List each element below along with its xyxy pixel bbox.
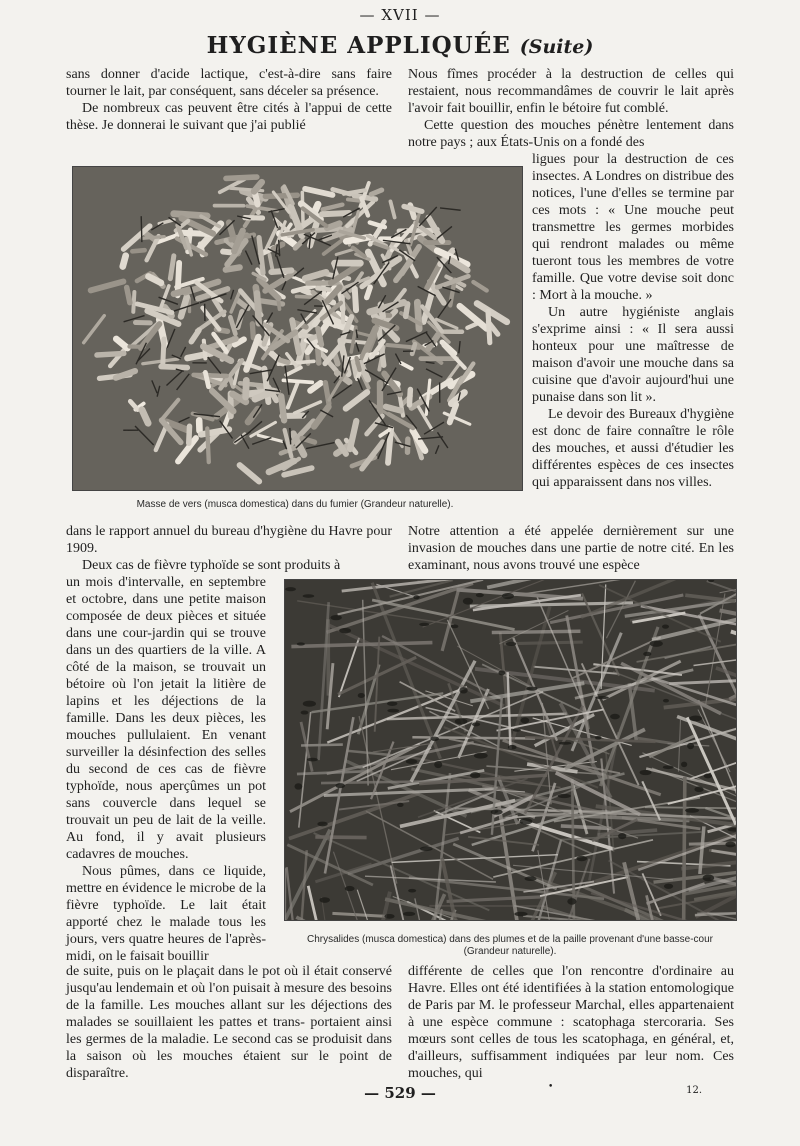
paragraph: Le devoir des Bureaux d'hygiène est donc de faire connaître le rôle des mouches, et aussi d'étudier les différentes espèces de ces insectes qui apparaissent dans nos villes.: [532, 407, 734, 490]
figure-pupae-photo: [284, 579, 737, 921]
column-left-mid: [66, 523, 392, 574]
paragraph: un mois d'intervalle, en septembre et octobre, dans une petite maison composée de deux pièces et située dans une cour-jardin qui se trouve dans un des quartiers de la ville. A côté de la maison, se trouvait un bétoire où l'on jetait la litière de lapins et les déjections de la famille. Dans les deux pièces, les mouches pullulaient. En venant surveiller la désinfection des selles du second de ces cas de fièvre typhoïde, nous aperçûmes un pot sans couvercle dans lequel se trouvait un peu de lait de la veille. Au fond, il y avait plusieurs cadavres de mouches.: [66, 575, 266, 862]
figure-pupae-caption: Chrysalides (musca domestica) dans des plumes et de la paille provenant d'une basse-cour (Grandeur naturelle).: [306, 934, 713, 957]
paragraph: dans le rapport annuel du bureau d'hygiène du Havre pour 1909.: [66, 524, 392, 556]
paragraph: ligues pour la destruction de ces insectes. A Londres on distribue des notices, l'une d'elles se termine par ces mots : « Une mouche peut transmettre les germes morbides qui rendront malades ou même tueront tous les membres de votre famille. Que votre devise soit donc : Mort à la mouche. »: [532, 152, 734, 303]
heading-title: HYGIÈNE APPLIQUÉE: [206, 32, 511, 59]
figure-worms-caption: Masse de vers (musca domestica) dans du fumier (Grandeur naturelle).: [136, 499, 454, 510]
worms-photo-image: [73, 167, 522, 490]
paragraph: Notre attention a été appelée dernièrement sur une invasion de mouches dans une partie de notre cité. En les examinant, nous avons trouvé une espèce: [408, 524, 734, 573]
article-heading: [0, 32, 800, 59]
heading-suite: (Suite): [519, 36, 594, 58]
paragraph: Cette question des mouches pénètre lentement dans notre pays ; aux États-Unis on a fondé des: [408, 118, 734, 150]
page-number-roman: — XVII —: [359, 6, 441, 24]
column-right-narrow: [532, 151, 734, 491]
column-left-narrow: [66, 574, 266, 965]
pupae-photo-image: [285, 580, 736, 920]
figure-worms-photo: [72, 166, 523, 491]
paragraph: de suite, puis on le plaçait dans le pot où il était conservé jusqu'au lendemain et où l'on puisait à mesure des besoins de la famille. Les mouches allant sur les déjections des malades se souillaient les pattes et trans- portaient ainsi les germes de la maladie. Le second cas se produisit dans la saison où les mouches étaient sur le point de disparaître.: [66, 964, 392, 1081]
paragraph: Un autre hygiéniste anglais s'exprime ainsi : « Il sera aussi honteux pour une maîtresse de maison d'avoir une mouche dans sa cuisine que d'avoir aujourd'hui une punaise dans son lit ».: [532, 305, 734, 405]
paragraph: De nombreux cas peuvent être cités à l'appui de cette thèse. Je donnerai le suivant que j'ai publié: [66, 101, 392, 133]
column-right-mid: [408, 523, 734, 574]
paragraph: différente de celles que l'on rencontre d'ordinaire au Havre. Elles ont été identifiées à la station entomologique de Paris par M. le professeur Marchal, elles appartenaient à une espèce commune : scatophaga stercoraria. Ses mœurs sont celles de tous les scatophaga, en général, et, d'ailleurs, suffisamment indiquées par leur nom. Ces mouches, qui: [408, 964, 734, 1081]
signature-mark: 12.: [686, 1085, 702, 1096]
paragraph: Nous fîmes procéder à la destruction de celles qui restaient, nous recommandâmes de couvrir le lait après l'avoir fait bouillir, enfin le bétoire fut comblé.: [408, 67, 734, 116]
print-mark: •: [548, 1082, 554, 1092]
paragraph: Nous pûmes, dans ce liquide, mettre en évidence le microbe de la fièvre typhoïde. Le lait était apporté chez le malade tous les jours, vers quatre heures de l'après-midi, on le faisait bouillir: [66, 864, 266, 964]
column-left-bottom: [66, 963, 392, 1082]
column-left-top: [66, 66, 392, 134]
paragraph: Deux cas de fièvre typhoïde se sont produits à: [82, 558, 341, 573]
column-right-top: [408, 66, 734, 151]
column-right-bottom: [408, 963, 734, 1082]
paragraph: sans donner d'acide lactique, c'est-à-dire sans faire tourner le lait, par conséquent, sans déceler sa présence.: [66, 67, 392, 99]
page-folio: — 529 —: [364, 1084, 436, 1102]
